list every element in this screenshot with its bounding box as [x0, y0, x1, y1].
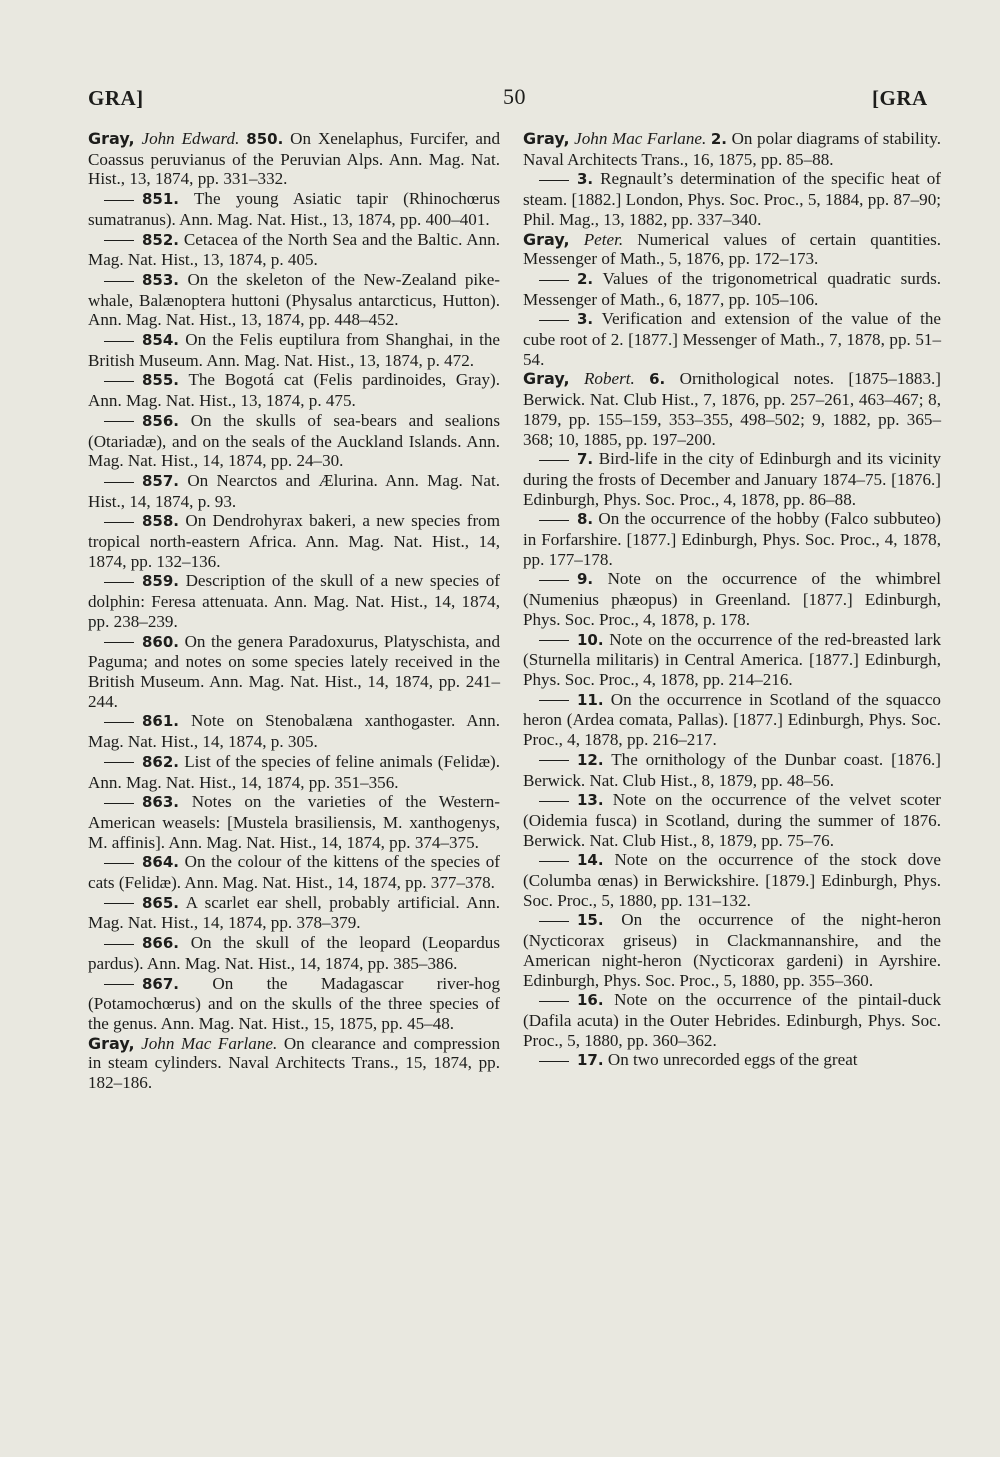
author-given-name: John Mac Farlane.: [141, 1033, 278, 1053]
ditto-dash: [104, 984, 134, 985]
catalogue-entry: [88, 270, 500, 330]
author-given-name: Peter.: [583, 229, 624, 249]
catalogue-entry: [523, 910, 941, 990]
catalogue-entry: [88, 411, 500, 471]
catalogue-entry: [523, 230, 941, 269]
catalogue-entry: [88, 752, 500, 792]
ditto-dash: [104, 722, 134, 723]
running-head-left: GRA]: [88, 86, 144, 110]
catalogue-entry: [88, 1034, 500, 1093]
ditto-dash: [104, 200, 134, 201]
catalogue-entry: [523, 269, 941, 309]
catalogue-entry: [88, 974, 500, 1034]
entry-text: Note on the occurrence of the stock dove (Columba œnas) in Berwickshire. [1879.] Edinburgh, Phys. Soc. Proc., 5, 1880, pp. 131–132.: [523, 850, 941, 910]
ditto-dash: [539, 520, 569, 521]
entry-text: Note on the occurrence of the pintail-duck (Dafila acuta) in the Outer Hebrides. Edinburgh, Phys. Soc. Proc., 5, 1880, pp. 360–362.: [523, 990, 941, 1050]
ditto-dash: [104, 341, 134, 342]
ditto-dash: [104, 281, 134, 282]
right-column: [523, 129, 941, 1071]
ditto-dash: [104, 381, 134, 382]
ditto-dash: [539, 180, 569, 181]
entry-text: Regnault’s determination of the specific heat of steam. [1882.] London, Phys. Soc. Proc., 5, 1884, pp. 87–90; Phil. Mag., 13, 1882, pp. 337–340.: [523, 169, 941, 229]
entry-text: Bird-life in the city of Edinburgh and its vicinity during the frosts of December and January 1874–75. [1876.] Edinburgh, Phys. Soc. Proc., 4, 1878, pp. 86–88.: [523, 449, 941, 509]
entry-text: Note on the occurrence of the whimbrel (Numenius phæopus) in Greenland. [1877.] Edinburgh, Phys. Soc. Proc., 4, 1878, p. 178.: [523, 569, 941, 629]
entry-text: Note on the occurrence of the velvet scoter (Oidemia fusca) in Scotland, during the summer of 1876. Berwick. Nat. Club Hist., 8, 1879, pp. 75–76.: [523, 790, 941, 850]
entry-number: 3.: [577, 170, 594, 189]
catalogue-entry: [523, 509, 941, 569]
catalogue-entry: [523, 169, 941, 229]
entry-number: 2.: [710, 130, 727, 148]
entry-text: Values of the trigonometrical quadratic surds. Messenger of Math., 6, 1877, pp. 105–106.: [523, 268, 941, 309]
catalogue-entry: [88, 471, 500, 511]
catalogue-entry: [523, 129, 941, 169]
ditto-dash: [539, 580, 569, 581]
catalogue-entry: [88, 893, 500, 933]
ditto-dash: [104, 642, 134, 643]
ditto-dash: [104, 482, 134, 483]
entry-number: 15.: [577, 911, 604, 930]
entry-number: 863.: [142, 793, 180, 812]
entry-text: On clearance and compression in steam cylinders. Naval Architects Trans., 15, 1874, pp. 182–186.: [88, 1033, 501, 1093]
catalogue-entry: [523, 990, 941, 1050]
entry-number: 3.: [577, 310, 594, 329]
entry-number: 14.: [577, 851, 604, 870]
catalogue-entry: [88, 330, 500, 370]
entry-text: On the occurrence in Scotland of the squacco heron (Ardea comata, Pallas). [1877.] Edinburgh, Phys. Soc. Proc., 4, 1878, pp. 216–217.: [523, 689, 941, 750]
entry-text: On the genera Paradoxurus, Platyschista, and Paguma; and notes on some species lately received in the British Museum. Ann. Mag. Nat. Hist., 14, 1874, pp. 241–244.: [88, 631, 500, 711]
ditto-dash: [104, 522, 134, 523]
entry-text: On the colour of the kittens of the species of cats (Felidæ). Ann. Mag. Nat. Hist., 14, 1874, pp. 377–378.: [88, 852, 500, 893]
entry-text: The ornithology of the Dunbar coast. [1876.] Berwick. Nat. Club Hist., 8, 1879, pp. 48–56.: [523, 749, 941, 790]
entry-number: 858.: [142, 512, 180, 531]
entry-text: On polar diagrams of stability. Naval Architects Trans., 16, 1875, pp. 85–88.: [523, 129, 941, 169]
ditto-dash: [104, 944, 134, 945]
catalogue-entry: [88, 933, 500, 973]
entry-text: The young Asiatic tapir (Rhinochœrus sumatranus). Ann. Mag. Nat. Hist., 13, 1874, pp. 400–401.: [88, 189, 501, 229]
author-given-name: John Edward.: [141, 129, 240, 148]
ditto-dash: [539, 861, 569, 862]
entry-number: 854.: [142, 331, 180, 350]
entry-number: 852.: [142, 230, 180, 249]
entry-text: Ornithological notes. [1875–1883.] Berwick. Nat. Club Hist., 7, 1876, pp. 257–261, 463–467; 8, 1879, pp. 155–159, 353–355, 498–502; 9, 1882, pp. 365–368; 10, 1885, pp. 197–200.: [523, 369, 941, 449]
entry-number: 16.: [577, 991, 604, 1010]
entry-text: Cetacea of the North Sea and the Baltic. Ann. Mag. Nat. Hist., 13, 1874, p. 405.: [88, 229, 500, 270]
catalogue-entry: [523, 790, 941, 850]
entry-number: 13.: [577, 791, 604, 810]
author-surname: Gray,: [88, 1033, 135, 1053]
ditto-dash: [539, 700, 569, 701]
ditto-dash: [104, 903, 134, 904]
catalogue-entry: [88, 370, 500, 410]
entry-number: 864.: [142, 853, 180, 872]
entry-number: 861.: [142, 712, 180, 731]
catalogue-entry: [523, 630, 941, 690]
catalogue-entry: [523, 569, 941, 629]
entry-text: On the skulls of sea-bears and sealions (Otariadæ), and on the seals of the Auckland Islands. Ann. Mag. Nat. Hist., 14, 1874, pp. 24–30.: [88, 410, 501, 471]
catalogue-entry: [88, 189, 500, 229]
entry-number: 855.: [142, 371, 180, 390]
catalogue-entry: [88, 571, 500, 631]
ditto-dash: [104, 863, 134, 864]
entry-text: A scarlet ear shell, probably artificial. Ann. Mag. Nat. Hist., 14, 1874, pp. 378–379.: [88, 892, 500, 933]
entry-number: 856.: [142, 411, 180, 430]
catalogue-entry: [88, 632, 500, 712]
ditto-dash: [104, 240, 134, 241]
ditto-dash: [104, 582, 134, 583]
entry-number: 9.: [577, 570, 594, 589]
catalogue-entry: [88, 129, 500, 189]
ditto-dash: [539, 320, 569, 321]
entry-number: 7.: [577, 450, 594, 469]
ditto-dash: [539, 801, 569, 802]
ditto-dash: [539, 760, 569, 761]
catalogue-entry: [88, 792, 500, 852]
entry-number: 862.: [142, 752, 180, 771]
entry-text: On two unrecorded eggs of the great: [607, 1050, 858, 1070]
page-number: 50: [503, 84, 526, 109]
entry-number: 867.: [142, 974, 180, 993]
author-surname: Gray,: [523, 229, 570, 249]
entry-number: 17.: [577, 1051, 604, 1070]
author-surname: Gray,: [523, 129, 570, 148]
entry-number: 853.: [142, 270, 180, 289]
catalogue-entry: [523, 750, 941, 790]
ditto-dash: [539, 640, 569, 641]
catalogue-entry: [88, 711, 500, 751]
entry-number: 851.: [142, 190, 180, 209]
entry-text: On the skeleton of the New-Zealand pike-whale, Balænoptera huttoni (Physalus antarcticus, Hutton). Ann. Mag. Nat. Hist., 13, 1874, pp. 448–452.: [88, 269, 501, 330]
entry-number: 12.: [577, 750, 604, 769]
entry-text: On Nearctos and Ælurina. Ann. Mag. Nat. Hist., 14, 1874, p. 93.: [88, 470, 500, 511]
entry-number: 8.: [577, 510, 594, 529]
left-column: [88, 129, 500, 1093]
entry-text: Notes on the varieties of the Western-American weasels: [Mustela brasiliensis, M. xanthogenys, M. affinis]. Ann. Mag. Nat. Hist., 14, 1874, pp. 374–375.: [88, 792, 500, 852]
ditto-dash: [539, 921, 569, 922]
ditto-dash: [104, 421, 134, 422]
entry-text: On the Madagascar river-hog (Potamochœrus) and on the skulls of the three species of the genus. Ann. Mag. Nat. Hist., 15, 1875, pp. 45–48.: [88, 973, 500, 1033]
entry-number: 865.: [142, 893, 180, 912]
entry-text: On the occurrence of the hobby (Falco subbuteo) in Forfarshire. [1877.] Edinburgh, Phys. Soc. Proc., 4, 1878, pp. 177–178.: [523, 509, 941, 569]
entry-text: List of the species of feline animals (Felidæ). Ann. Mag. Nat. Hist., 14, 1874, pp. 351–356.: [88, 751, 500, 792]
entry-text: Description of the skull of a new species of dolphin: Feresa attenuata. Ann. Mag. Nat. Hist., 14, 1874, pp. 238–239.: [88, 571, 500, 631]
entry-number: 859.: [142, 572, 180, 591]
catalogue-entry: [88, 230, 500, 270]
entry-text: On the occurrence of the night-heron (Nycticorax griseus) in Clackmannanshire, and the American night-heron (Nycticorax gardeni) in Ayrshire. Edinburgh, Phys. Soc. Proc., 5, 1880, pp. 355–360.: [523, 910, 941, 990]
entry-number: 10.: [577, 630, 604, 649]
entry-number: 2.: [577, 269, 594, 288]
author-given-name: John Mac Farlane.: [574, 129, 707, 148]
entry-text: The Bogotá cat (Felis pardinoides, Gray). Ann. Mag. Nat. Hist., 13, 1874, p. 475.: [88, 370, 501, 411]
entry-text: Note on the occurrence of the red-breasted lark (Sturnella militaris) in Central America. [1877.] Edinburgh, Phys. Soc. Proc., 4, 1878, pp. 214–216.: [523, 629, 941, 689]
catalogue-entry: [523, 449, 941, 509]
catalogue-entry: [523, 309, 941, 369]
entry-text: On Xenelaphus, Furcifer, and Coassus peruvianus of the Peruvian Alps. Ann. Mag. Nat. Hist., 13, 1874, pp. 331–332.: [88, 129, 500, 189]
catalogue-entry: [88, 852, 500, 892]
entry-text: Numerical values of certain quantities. Messenger of Math., 5, 1876, pp. 172–173.: [523, 229, 941, 269]
entry-number: 850.: [246, 130, 284, 148]
ditto-dash: [539, 280, 569, 281]
ditto-dash: [539, 460, 569, 461]
catalogue-entry: [523, 850, 941, 910]
entry-text: On the Felis euptilura from Shanghai, in the British Museum. Ann. Mag. Nat. Hist., 13, 1874, p. 472.: [88, 330, 500, 370]
entry-text: On the skull of the leopard (Leopardus pardus). Ann. Mag. Nat. Hist., 14, 1874, pp. 385–386.: [88, 933, 500, 973]
catalogue-entry: [523, 690, 941, 750]
ditto-dash: [539, 1061, 569, 1062]
entry-text: Verification and extension of the value of the cube root of 2. [1877.] Messenger of Math., 7, 1878, pp. 51–54.: [523, 309, 941, 369]
ditto-dash: [104, 762, 134, 763]
entry-number: 860.: [142, 632, 180, 651]
entry-number: 6.: [649, 370, 666, 389]
catalogue-entry: [523, 369, 941, 449]
ditto-dash: [539, 1001, 569, 1002]
entry-text: Note on Stenobalæna xanthogaster. Ann. Mag. Nat. Hist., 14, 1874, p. 305.: [88, 711, 500, 752]
entry-text: On Dendrohyrax bakeri, a new species from tropical north-eastern Africa. Ann. Mag. Nat. Hist., 14, 1874, pp. 132–136.: [88, 511, 500, 571]
catalogue-entry: [88, 511, 500, 571]
running-head-right: [GRA: [872, 86, 928, 110]
author-given-name: Robert.: [583, 369, 635, 389]
catalogue-entry: [523, 1050, 941, 1071]
entry-number: 866.: [142, 934, 180, 953]
entry-number: 857.: [142, 471, 180, 490]
author-surname: Gray,: [88, 129, 135, 148]
ditto-dash: [104, 803, 134, 804]
entry-number: 11.: [577, 690, 604, 709]
author-surname: Gray,: [523, 369, 570, 389]
